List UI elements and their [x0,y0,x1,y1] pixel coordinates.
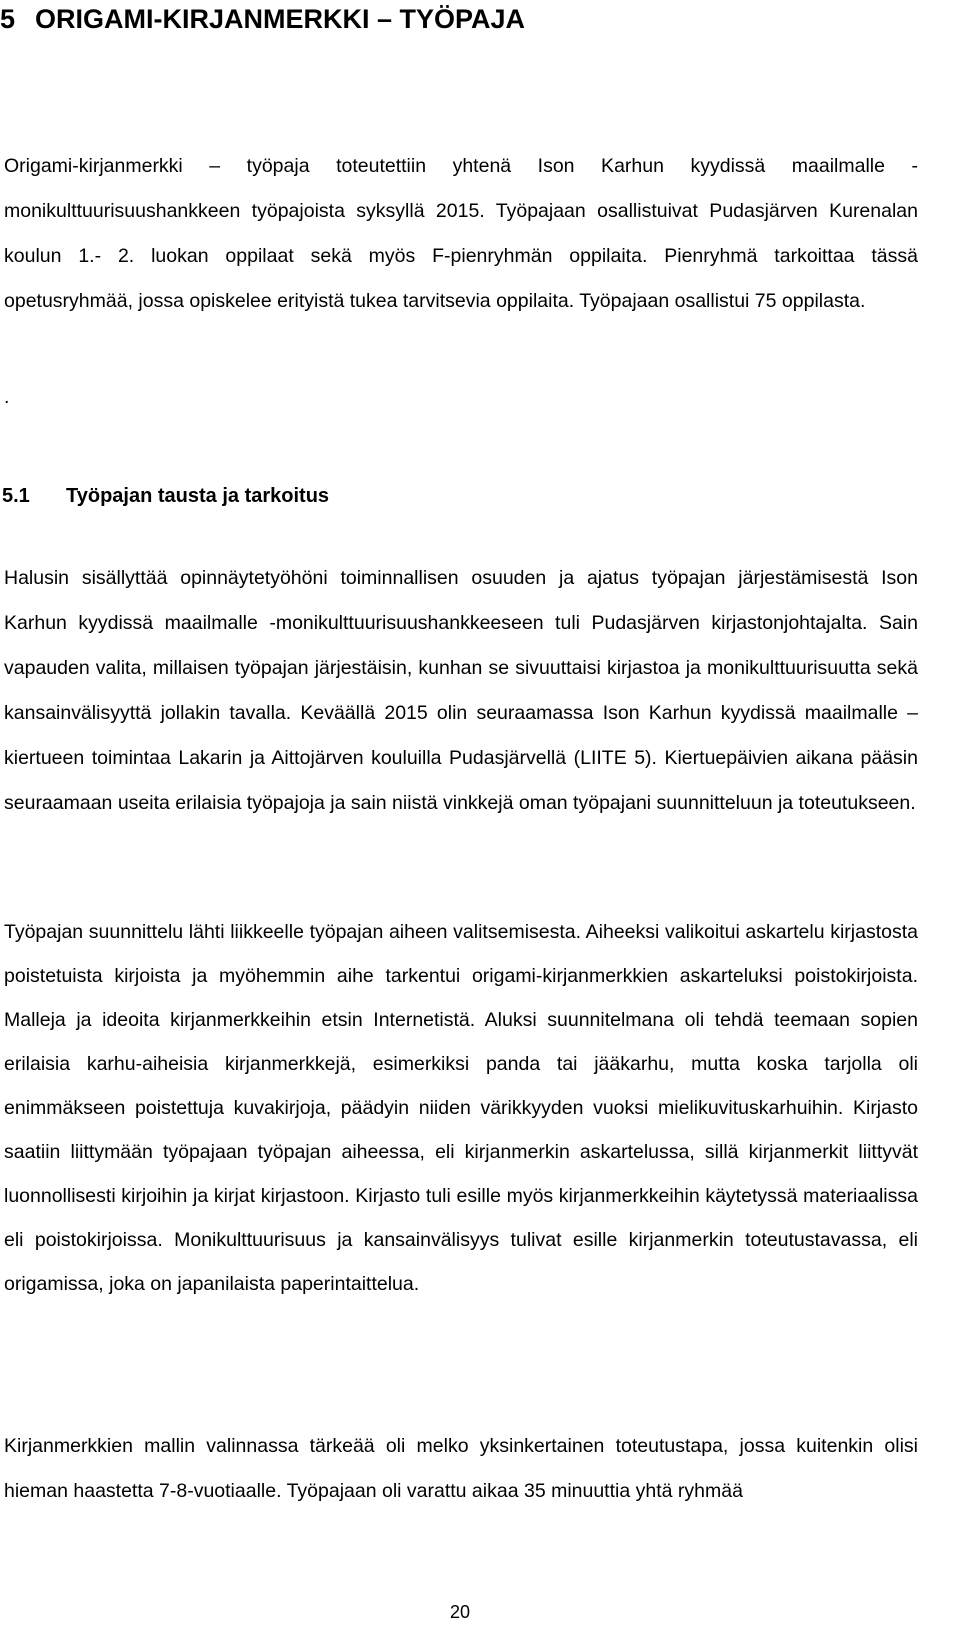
body-paragraph-2: Työpajan suunnittelu lähti liikkeelle työpajan aiheen valitsemisesta. Aiheeksi valikoitui askartelu kirjastosta poistetuista kirjoista ja myöhemmin aihe tarkentui origami-kirjanmerkkien askarteluksi poistokirjoista. Malleja ja ideoita kirjanmerkkeihin etsin Internetistä. Aluksi suunnitelmana oli tehdä teemaan sopien erilaisia karhu-aiheisia kirjanmerkkejä, esimerkiksi panda tai jääkarhu, mutta koska tarjolla oli enimmäkseen poistettuja kuvakirjoja, päädyin niiden värikkyyden vuoksi mielikuvituskarhuihin. Kirjasto saatiin liittymään työpajaan työpajan aiheessa, eli kirjanmerkin askartelussa, sillä kirjanmerkit liittyvät luonnollisesti kirjoihin ja kirjat kirjastoon. Kirjasto tuli esille myös kirjanmerkkeihin käytetyssä materiaalissa eli poistokirjoissa. Monikulttuurisuus ja kansainvälisyys tulivat esille kirjanmerkin toteutustavassa, eli origamissa, joka on japanilaista paperintaittelua. [4,921,918,1295]
section-title: ORIGAMI-KIRJANMERKKI – TYÖPAJA [35,4,526,34]
subsection-number: 5.1 [2,485,30,507]
section-number: 5 [0,4,16,34]
body-paragraph-1: Halusin sisällyttää opinnäytetyöhöni toiminnallisen osuuden ja ajatus työpajan järjestämisestä Ison Karhun kyydissä maailmalle -monikulttuurisuushankkeeseen tuli Pudasjärven kirjastonjohtajalta. Sain vapauden valita, millaisen työpajan järjestäisin, kunhan se sivuuttaisi kirjastoa ja monikulttuurisuutta sekä kansainvälisyyttä jollakin tavalla. Keväällä 2015 olin seuraamassa Ison Karhun kyydissä maailmalle –kiertueen toimintaa Lakarin ja Aittojärven kouluilla Pudasjärvellä (LIITE 5). Kiertuepäivien aikana pääsin seuraamaan useita erilaisia työpajoja ja sain niistä vinkkejä oman työpajani suunnitteluun ja toteutukseen. [4,567,918,814]
subsection-title: Työpajan tausta ja tarkoitus [66,485,330,507]
body-paragraph-3: Kirjanmerkkien mallin valinnassa tärkeää oli melko yksinkertainen toteutustapa, jossa kuitenkin olisi hieman haastetta 7-8-vuotiaalle. Työpajaan oli varattu aikaa 35 minuuttia yhtä ryhmää [4,1435,918,1502]
subsection-heading [2,481,329,511]
intro-paragraph: Origami-kirjanmerkki – työpaja toteutettiin yhtenä Ison Karhun kyydissä maailmalle - monikulttuurisuushankkeen työpajoista syksyllä 2015. Työpajaan osallistuivat Pudasjärven Kurenalan koulun 1.- 2. luokan oppilaat sekä myös F-pienryhmän oppilaita. Pienryhmä tarkoittaa tässä opetusryhmää, jossa opiskelee erityistä tukea tarvitsevia oppilaita. Työpajaan osallistui 75 oppilasta. [4,155,918,312]
stray-dot: . [4,386,10,408]
page-number: 20 [449,1602,471,1622]
section-heading [0,0,525,38]
